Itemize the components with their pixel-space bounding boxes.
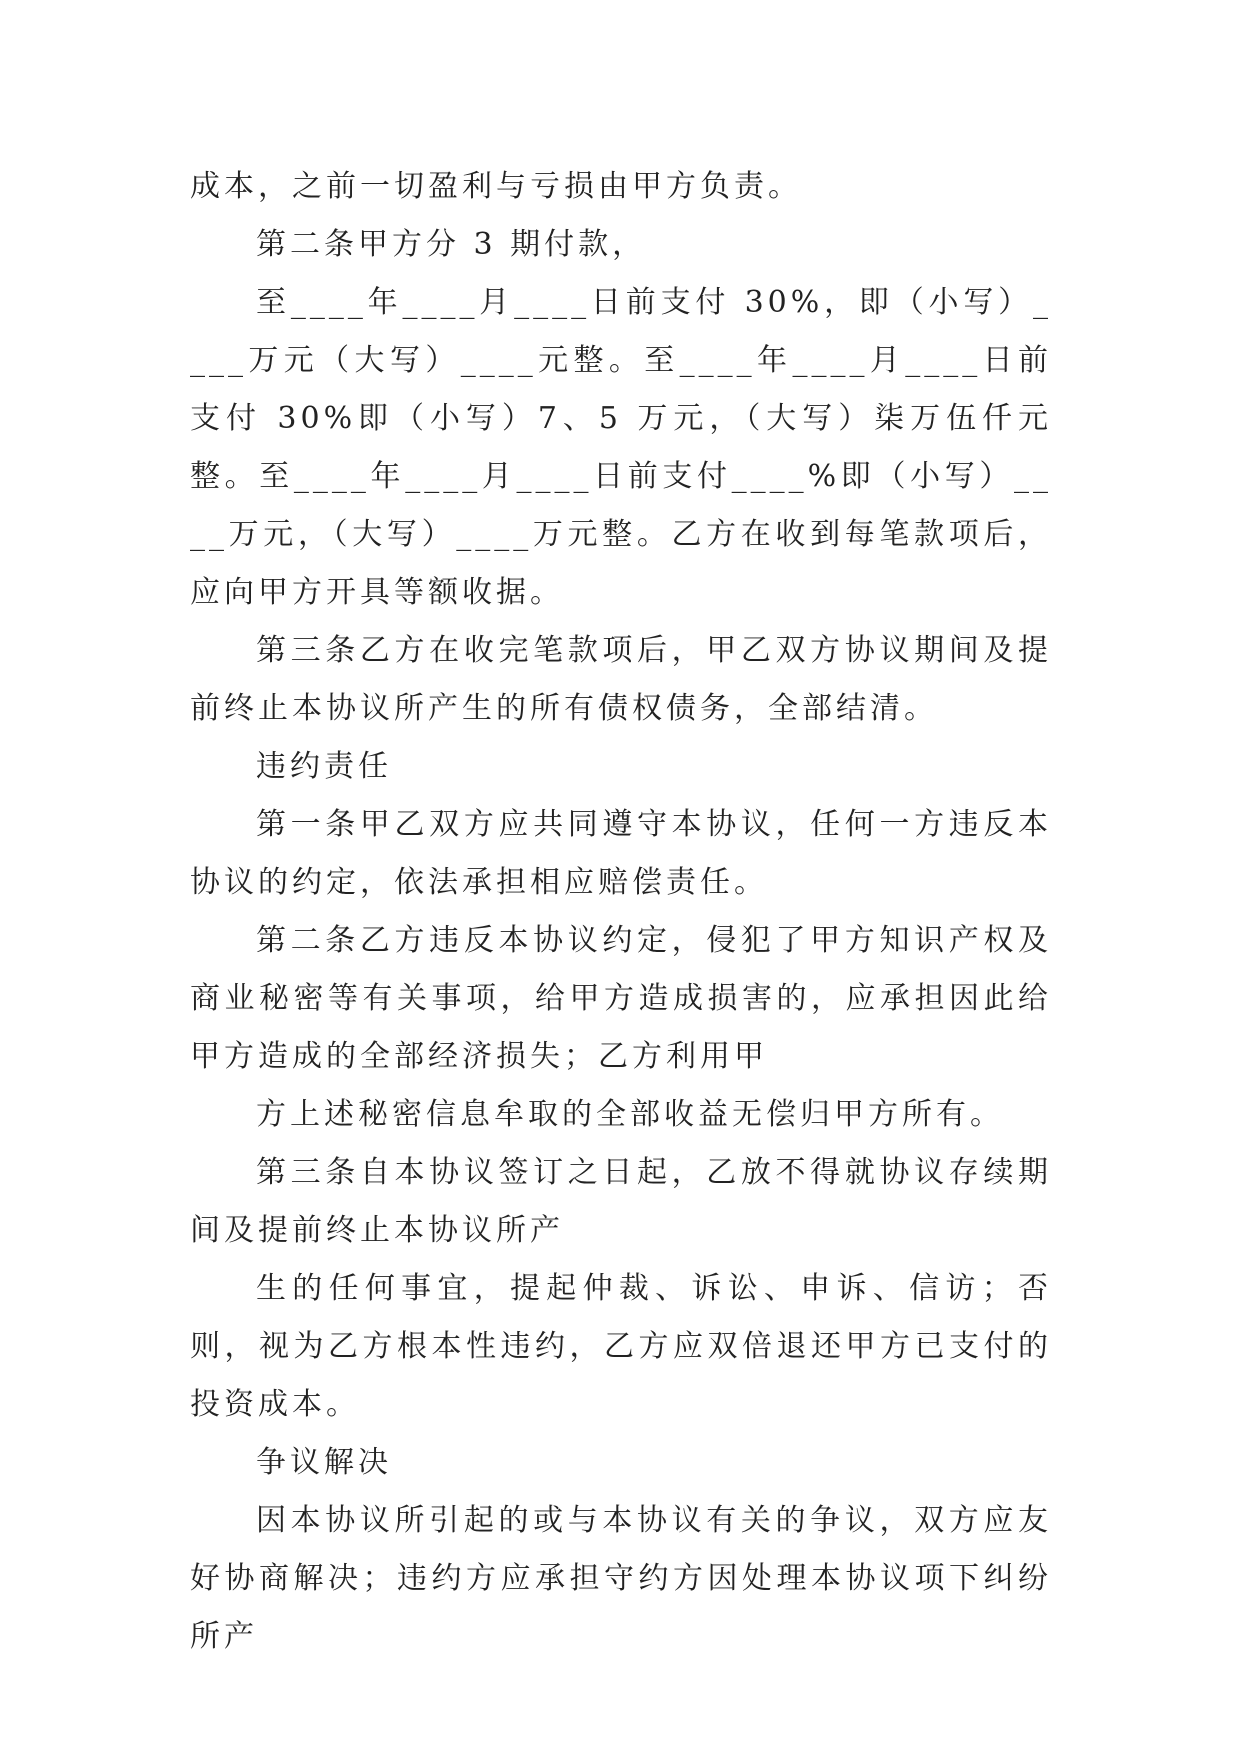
document-body [190, 158, 1052, 1666]
paragraph-payment-schedule: 至____年____月____日前支付 30%，即（小写）____万元（大写）____元整。至____年____月____日前支付 30%即（小写）7、5 万元，（大写）柒万伍仟元整。至____年____月____日前支付____%即（小写）____万元，（大写）____万元整。乙方在收到每笔款项后，应向甲方开具等额收据。 [190, 285, 1052, 610]
paragraph-breach-article-3-cont: 生的任何事宜，提起仲裁、诉讼、申诉、信访；否则，视为乙方根本性违约，乙方应双倍退还甲方已支付的投资成本。 [190, 1271, 1052, 1422]
paragraph-breach-article-2-cont: 方上述秘密信息牟取的全部收益无偿归甲方所有。 [256, 1097, 1004, 1132]
paragraph-article-3-settlement: 第三条乙方在收完笔款项后，甲乙双方协议期间及提前终止本协议所产生的所有债权债务，全部结清。 [190, 633, 1052, 726]
section-heading-breach: 违约责任 [256, 749, 392, 784]
paragraph-cost-responsibility: 成本，之前一切盈利与亏损由甲方负责。 [190, 169, 802, 204]
paragraph-dispute-resolution: 因本协议所引起的或与本协议有关的争议，双方应友好协商解决；违约方应承担守约方因处理本协议项下纠纷所产 [190, 1503, 1052, 1654]
section-heading-dispute: 争议解决 [256, 1445, 392, 1480]
paragraph-article-2-payment: 第二条甲方分 3 期付款， [256, 227, 647, 262]
paragraph-breach-article-2: 第二条乙方违反本协议约定，侵犯了甲方知识产权及商业秘密等有关事项，给甲方造成损害的，应承担因此给甲方造成的全部经济损失；乙方利用甲 [190, 923, 1052, 1074]
paragraph-breach-article-3: 第三条自本协议签订之日起，乙放不得就协议存续期间及提前终止本协议所产 [190, 1155, 1052, 1248]
paragraph-breach-article-1: 第一条甲乙双方应共同遵守本协议，任何一方违反本协议的约定，依法承担相应赔偿责任。 [190, 807, 1052, 900]
